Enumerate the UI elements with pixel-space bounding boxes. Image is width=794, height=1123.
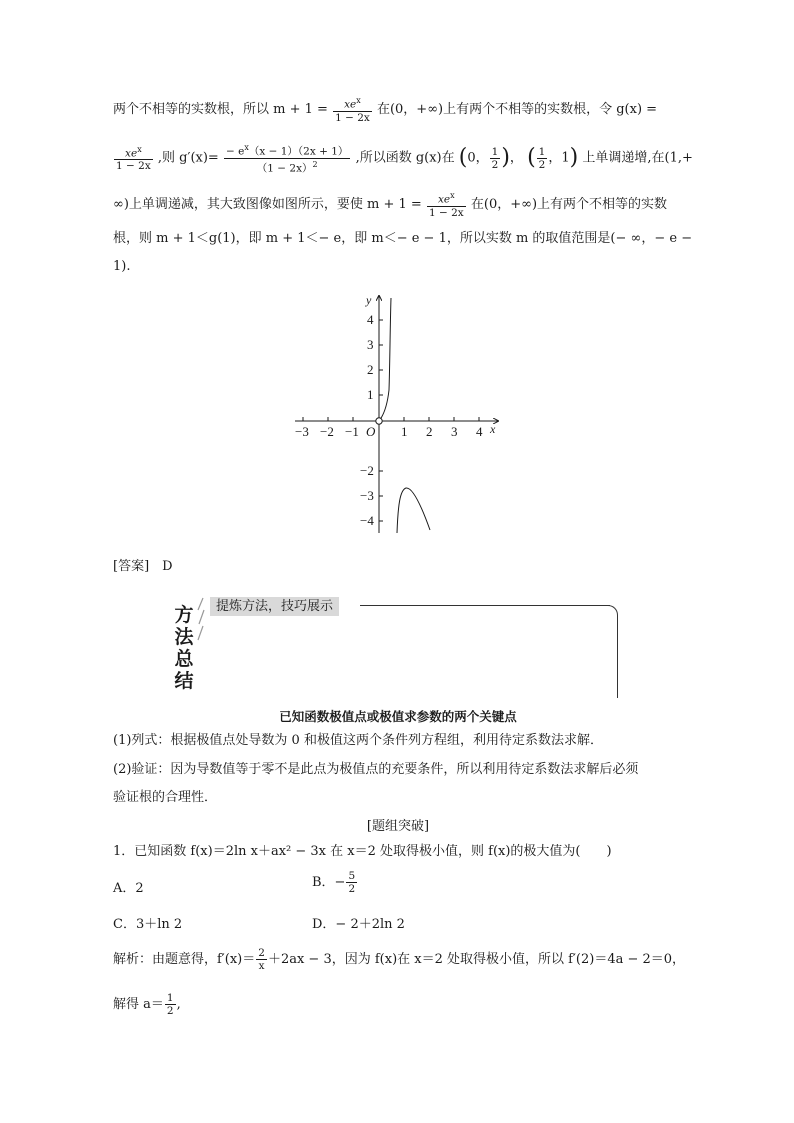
method-point-2b: 验证根的合理性． (113, 790, 218, 805)
curve-right-branch (397, 488, 430, 533)
y-tick-label: −4 (360, 513, 374, 528)
frac-num: xe (125, 147, 138, 160)
text: B．− (312, 875, 346, 890)
method-heading: 已知函数极值点或极值求参数的两个关键点 (279, 709, 517, 724)
x-tick-label: 1 (401, 424, 408, 439)
text: ,所以函数 g(x)在 (355, 150, 455, 166)
frac-den: 2 (491, 158, 499, 171)
fraction (114, 144, 153, 173)
text: 解析：由题意得，f′(x)＝ (113, 952, 256, 967)
curve-left-branch (379, 298, 391, 421)
y-tick-label: 3 (367, 337, 374, 352)
frac-sup: x (356, 96, 361, 105)
frac-den: 1 − 2x (335, 111, 370, 124)
solution-line-1 (113, 947, 685, 972)
x-tick-label: −1 (345, 424, 359, 439)
option-b (312, 870, 358, 895)
brush-divider-icon (195, 596, 207, 696)
text: ∞)上单调递减，其大致图像如图所示，要使 m + 1 = (113, 196, 422, 212)
frac-num: − e (225, 145, 245, 158)
text: 解得 a＝ (113, 997, 164, 1012)
text: 两个不相等的实数根，所以 m + 1 = (113, 101, 328, 117)
frac-num: 1 (491, 145, 499, 158)
text: , (176, 997, 181, 1012)
text: ,则 g′(x)= (157, 150, 219, 166)
frac-den: 2 (166, 1005, 174, 1017)
y-tick-label: 2 (367, 362, 374, 377)
paragraph-line-1 (113, 95, 657, 124)
method-side-title (172, 604, 196, 692)
paragraph-line-3 (113, 190, 667, 219)
half-fraction (537, 146, 548, 171)
fraction (427, 190, 466, 219)
side-char: 总 (174, 648, 194, 670)
paragraph-line-2: $\frac{xe^x}{1 - 2x}$ ,则 g′(x)= $\frac{- e^x(x - 1)(2x + 1)}{(1 - 2x)^2}$ ,所以函数 g(x)在 (0， $\frac{1}{2}$ )， ( $\frac{1}{2}$ ，1) 上单调递增,在(1,+ (116, 143, 693, 174)
option-d: D．− 2＋2ln 2 (312, 917, 405, 932)
paragraph-line-4: 根，则 m + 1＜g(1)，即 m + 1＜− e，即 m＜− e − 1，所以实数 m 的取值范围是(− ∞，− e − (113, 231, 693, 246)
left-paren: ( (458, 145, 468, 170)
right-paren: ) (569, 145, 579, 170)
frac-sup: x (244, 143, 249, 152)
right-paren: ) (501, 145, 510, 170)
x-tick-label: −3 (295, 424, 309, 439)
side-char: 结 (174, 670, 194, 692)
option-c: C．3＋ln 2 (113, 917, 183, 932)
half-fraction (490, 146, 501, 171)
y-axis-label: y (366, 293, 372, 307)
frac-den: 1 − 2x (428, 206, 464, 219)
exercise-heading: [题组突破] (366, 819, 430, 834)
x-tick-label: 4 (476, 424, 483, 439)
text: 在(0，+∞)上有两个不相等的实数根，令 g(x) = (376, 101, 658, 117)
method-tag: 提炼方法，技巧展示 (210, 597, 339, 616)
open-point (376, 418, 382, 424)
text: ＋2ax − 3，因为 f(x)在 x＝2 处取得极小值，所以 f′(2)＝4a − 2＝0， (267, 952, 686, 967)
fraction (256, 947, 267, 972)
side-char: 法 (174, 626, 194, 648)
frac-sup: x (450, 191, 455, 200)
option-a: A．2 (113, 881, 144, 896)
text: 0， (467, 150, 489, 166)
frac-den: 2 (348, 883, 356, 895)
derivative-fraction (224, 142, 350, 174)
frac-den-sup: 2 (312, 159, 318, 169)
x-axis-label: x (490, 422, 496, 436)
x-tick-marks (303, 417, 479, 421)
frac-sup: x (137, 144, 142, 154)
frac-num: 2 (258, 947, 265, 959)
text: 在(0，+∞)上有两个不相等的实数 (470, 196, 668, 212)
method-point-2a: (2)验证：因为导数值等于零不是此点为极值点的充要条件，所以利用待定系数法求解后必须 (113, 762, 639, 777)
x-tick-label: 2 (426, 424, 433, 439)
method-rule (360, 605, 610, 606)
frac-den: 2 (538, 158, 546, 171)
frac-num: 1 (538, 145, 546, 158)
fraction (165, 992, 176, 1017)
text: 上单调递增,在(1,+ (582, 150, 693, 166)
solution-line-2 (113, 992, 181, 1017)
y-tick-label: −3 (360, 488, 374, 503)
frac-den: （1 − 2x） (256, 162, 313, 174)
answer-line: [答案] D (113, 559, 173, 574)
frac-num: 1 (166, 992, 174, 1004)
method-point-1: (1)列式：根据极值点处导数为 0 和极值这两个条件列方程组，利用待定系数法求解． (113, 733, 603, 748)
fraction (346, 870, 357, 895)
frac-den: x (256, 959, 267, 972)
x-tick-label: 3 (451, 424, 458, 439)
origin-label: O (366, 424, 376, 439)
function-graph (290, 290, 505, 535)
paragraph-line-5: 1). (113, 259, 131, 274)
side-char: 方 (174, 604, 194, 626)
frac-den: 1 − 2x (116, 160, 151, 173)
y-tick-label: 4 (367, 312, 374, 327)
fraction (333, 95, 372, 124)
question-1: 1．已知函数 f(x)＝2ln x＋ax² − 3x 在 x＝2 处取得极小值，则 f(x)的极大值为( ) (113, 844, 612, 859)
frac-num: xe (344, 98, 357, 111)
y-tick-label: −2 (360, 463, 374, 478)
x-tick-label: −2 (320, 424, 334, 439)
method-corner (605, 605, 618, 698)
frac-num: xe (438, 193, 451, 206)
left-paren: ( (527, 145, 536, 170)
text: ，1 (548, 150, 570, 166)
frac-num: 5 (348, 870, 356, 882)
y-tick-label: 1 (367, 387, 374, 402)
frac-num-rest: （x − 1）（2x + 1） (248, 145, 349, 158)
